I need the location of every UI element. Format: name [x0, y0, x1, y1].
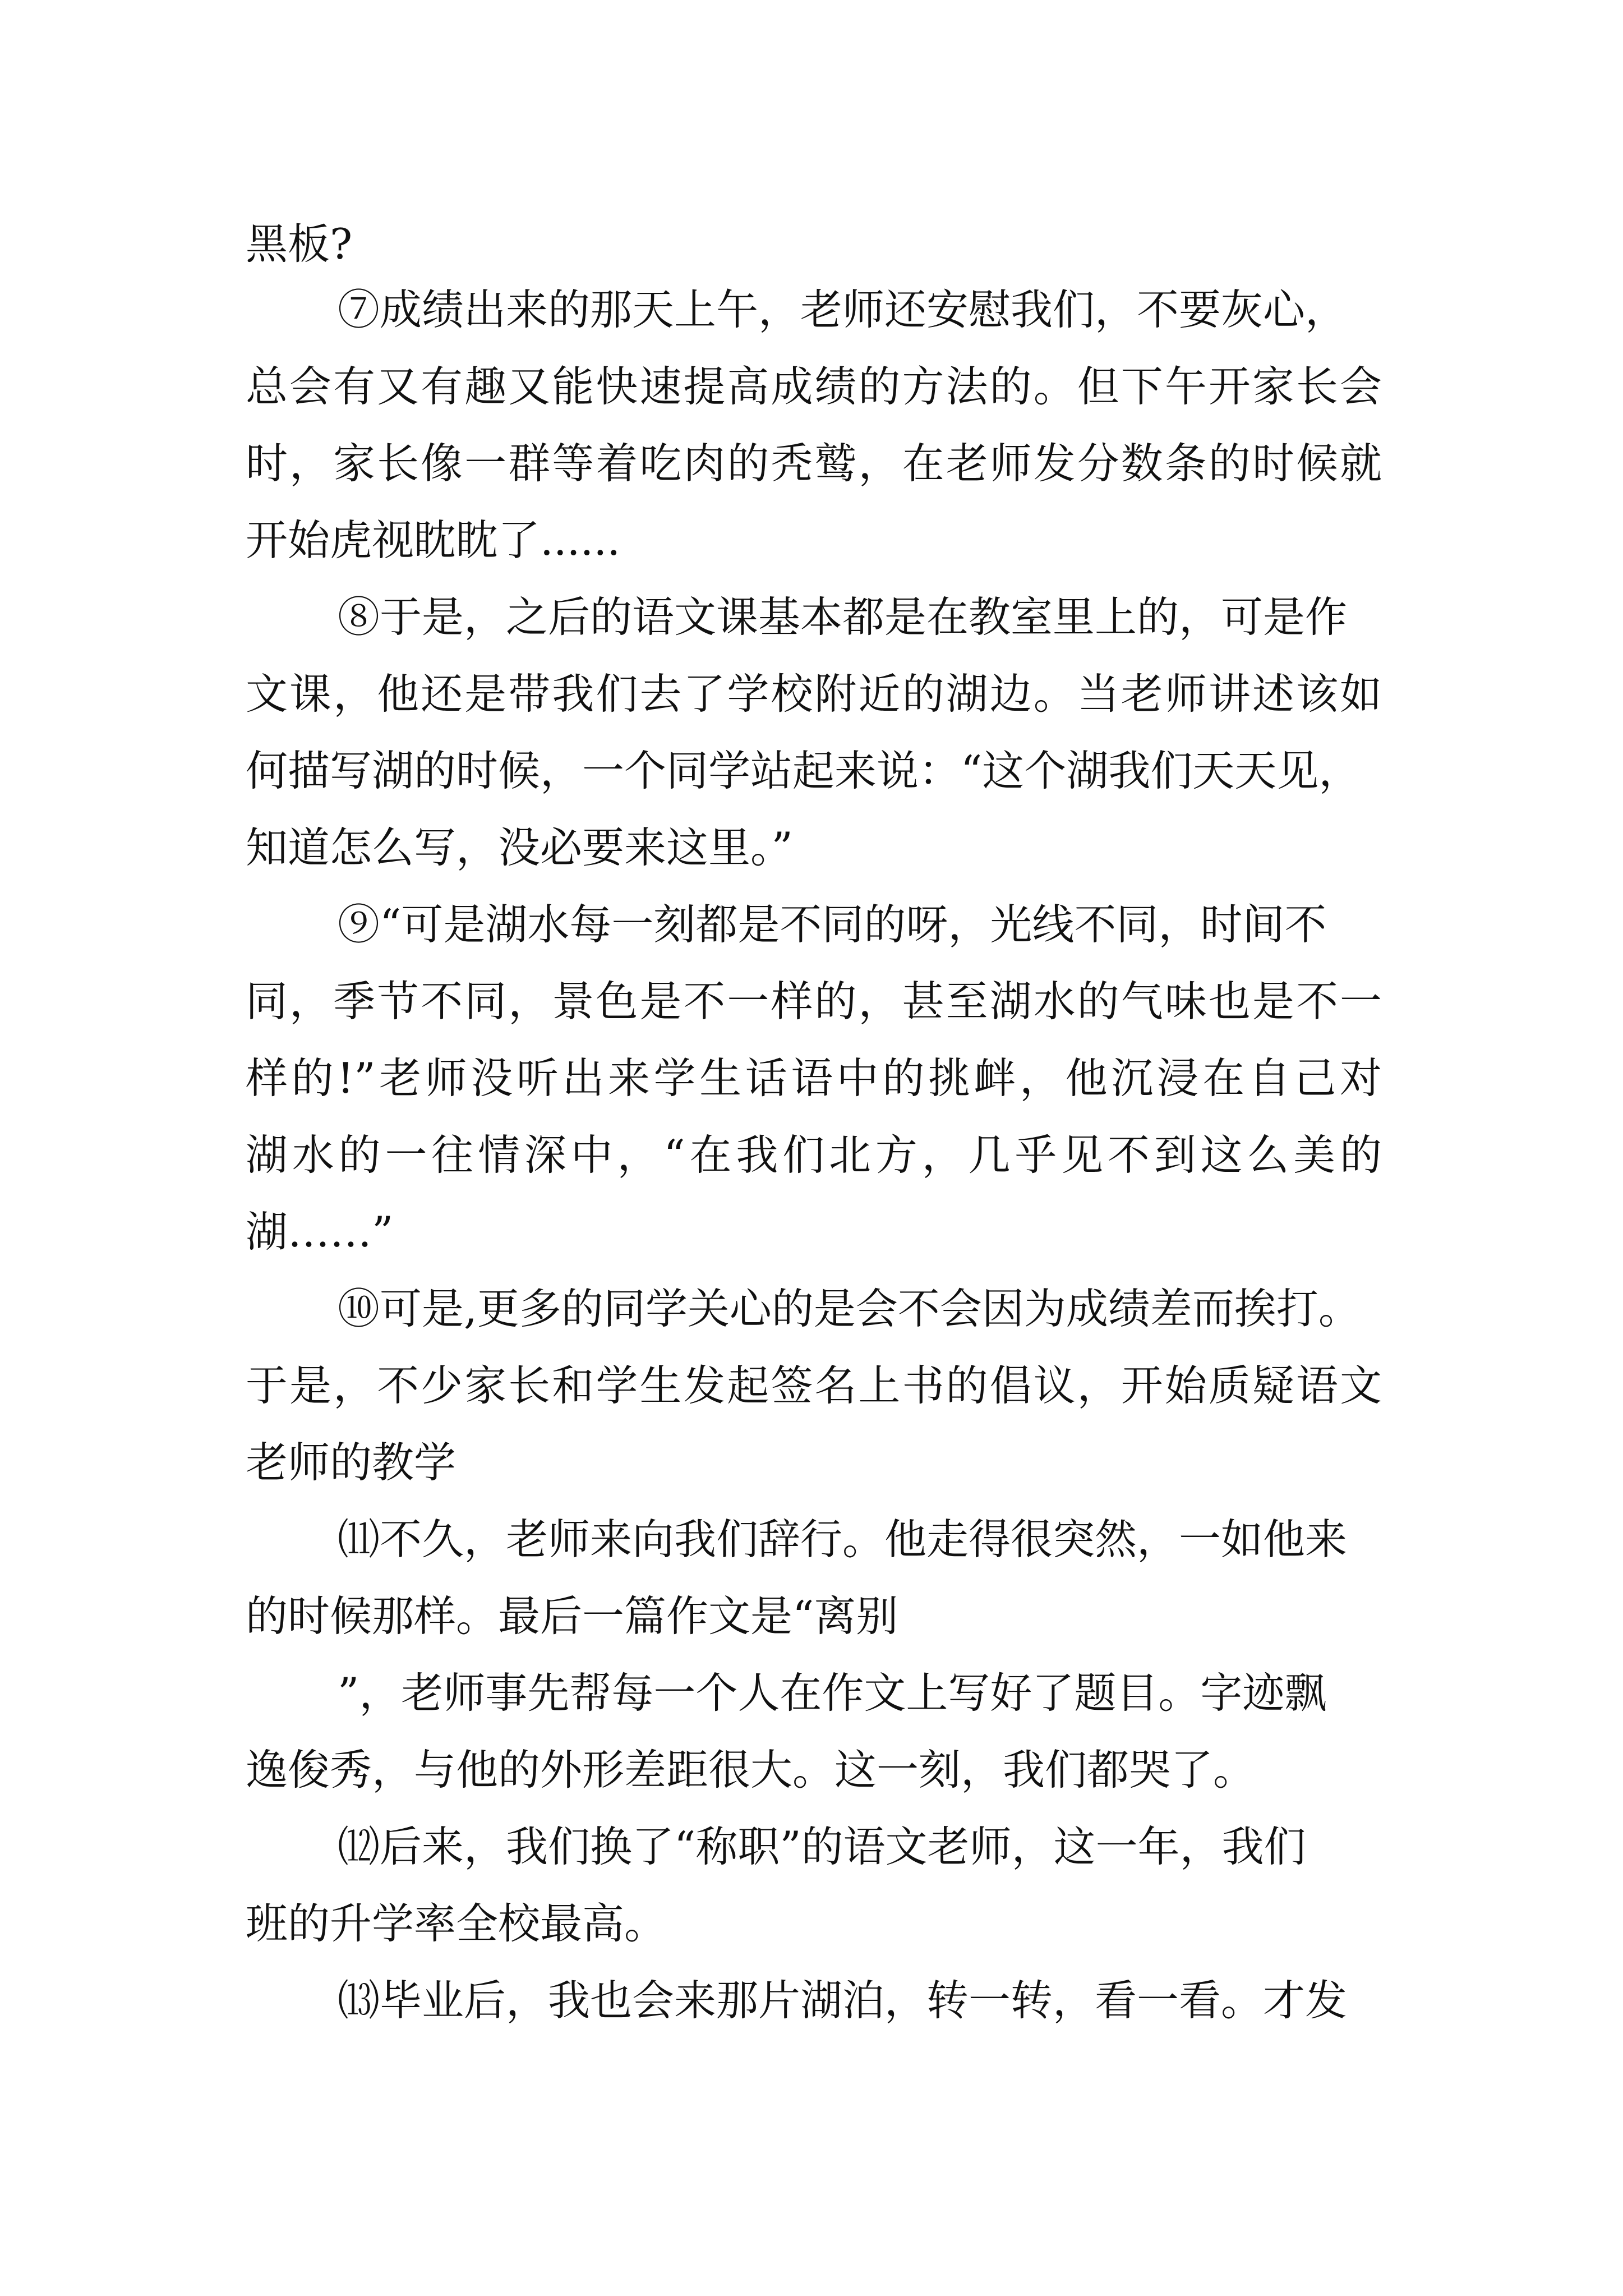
paragraph-line: ⑧于是，之后的语文课基本都是在教室里上的，可是作 — [338, 592, 1348, 642]
paragraph-line: 知道怎么写，没必要来这里。” — [246, 823, 793, 872]
paragraph-line: 逸俊秀，与他的外形差距很大。这一刻，我们都哭了。 — [246, 1745, 1256, 1795]
paragraph-line: 何描写湖的时候，一个同学站起来说：“这个湖我们天天见， — [246, 746, 1361, 795]
paragraph-line: 样的!”老师没听出来学生话语中的挑衅，他沉浸在自己对 — [246, 1053, 1382, 1103]
paragraph-line: 班的升学率全校最高。 — [246, 1899, 667, 1948]
paragraph-line: 老师的教学 — [246, 1438, 457, 1487]
paragraph-line: ⒀毕业后，我也会来那片湖泊，转一转，看一看。才发 — [338, 1976, 1348, 2025]
paragraph-line: 总会有又有趣又能快速提高成绩的方法的。但下午开家长会 — [246, 362, 1382, 411]
paragraph-line: ⑾不久，老师来向我们辞行。他走得很突然，一如他来 — [338, 1515, 1348, 1564]
paragraph-line: 湖……” — [246, 1207, 394, 1257]
paragraph-line: 湖水的一往情深中，“在我们北方，几乎见不到这么美的 — [246, 1130, 1382, 1180]
paragraph-line: 文课，他还是带我们去了学校附近的湖边。当老师讲述该如 — [246, 669, 1382, 719]
paragraph-line: ⑿后来，我们换了“称职”的语文老师，这一年，我们 — [338, 1822, 1306, 1871]
paragraph-line: 开始虎视眈眈了...... — [246, 516, 621, 565]
paragraph-line: ”，老师事先帮每一个人在作文上写好了题目。字迹飘 — [338, 1668, 1327, 1718]
paragraph-line: 黑板? — [246, 219, 353, 269]
paragraph-line: 时，家长像一群等着吃肉的秃鹫，在老师发分数条的时候就 — [246, 439, 1382, 488]
paragraph-line: 于是，不少家长和学生发起签名上书的倡议，开始质疑语文 — [246, 1361, 1382, 1410]
paragraph-line: ⑦成绩出来的那天上午，老师还安慰我们，不要灰心， — [338, 285, 1348, 334]
paragraph-line: ⑨“可是湖水每一刻都是不同的呀，光线不同，时间不 — [338, 900, 1327, 949]
paragraph-line: ⑩可是,更多的同学关心的是会不会因为成绩差而挨打。 — [338, 1284, 1361, 1333]
paragraph-line: 同，季节不同，景色是不一样的，甚至湖水的气味也是不一 — [246, 977, 1382, 1026]
paragraph-line: 的时候那样。最后一篇作文是“离别 — [246, 1591, 898, 1641]
